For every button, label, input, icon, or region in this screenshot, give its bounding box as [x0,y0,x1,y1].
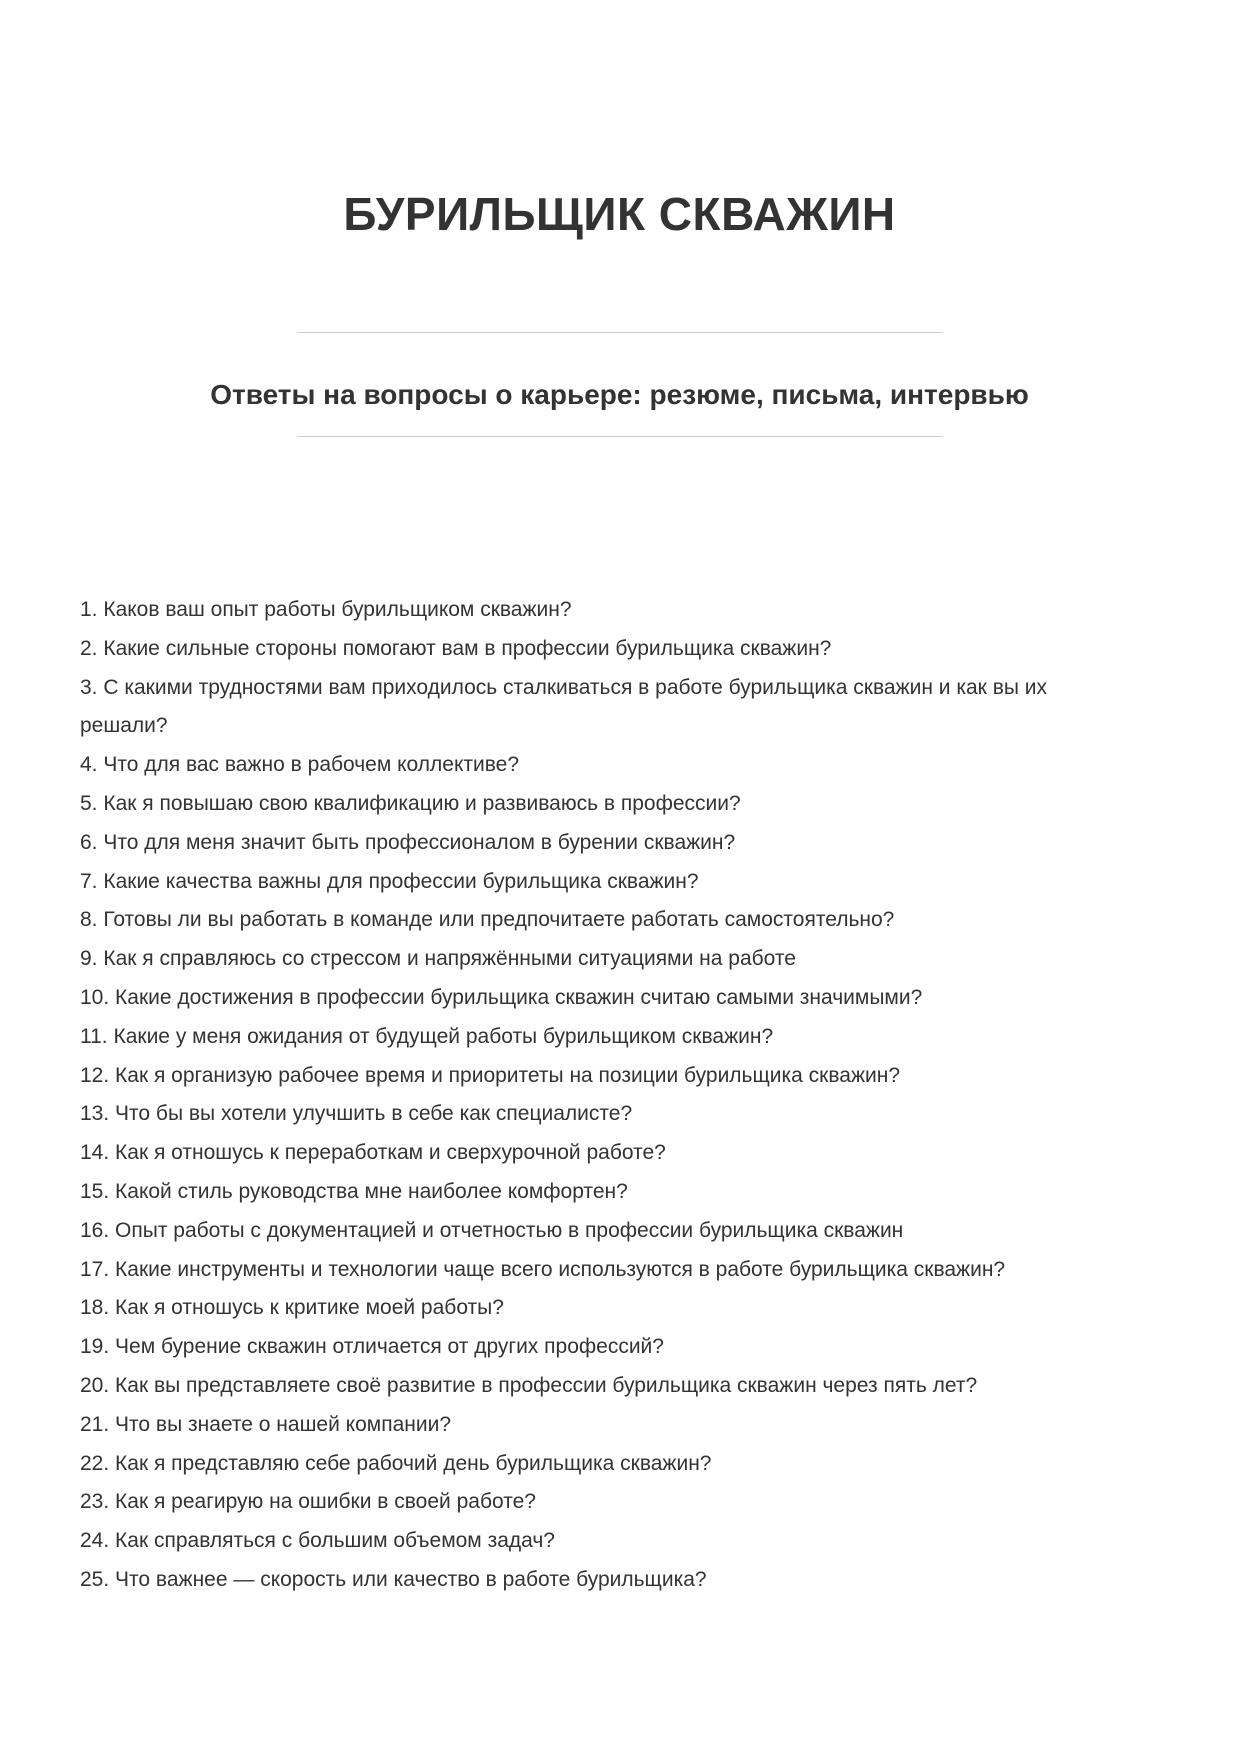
question-item: 7. Какие качества важны для профессии бурильщика скважин? [80,869,699,893]
question-item: 2. Какие сильные стороны помогают вам в профессии бурильщика скважин? [80,636,832,660]
question-item: 16. Опыт работы с документацией и отчетностью в профессии бурильщика скважин [80,1218,904,1242]
question-item: 13. Что бы вы хотели улучшить в себе как специалисте? [80,1102,633,1126]
question-item: 24. Как справляться с большим объемом задач? [80,1529,555,1553]
question-item: 20. Как вы представляете своё развитие в профессии бурильщика скважин через пять лет? [80,1373,978,1397]
question-item: 6. Что для меня значит быть профессионалом в бурении скважин? [80,830,736,854]
page-subtitle: Ответы на вопросы о карьере: резюме, письма, интервью [210,379,1029,410]
question-item: 12. Как я организую рабочее время и приоритеты на позиции бурильщика скважин? [80,1063,901,1087]
question-item: 8. Готовы ли вы работать в команде или предпочитаете работать самостоятельно? [80,908,895,932]
title-divider-bottom [297,436,943,437]
question-item: 10. Какие достижения в профессии бурильщика скважин считаю самыми значимыми? [80,985,923,1009]
question-item: 11. Какие у меня ожидания от будущей работы бурильщиком скважин? [80,1024,774,1048]
question-item: 9. Как я справляюсь со стрессом и напряжёнными ситуациями на работе [80,947,796,971]
question-item: 5. Как я повышаю свою квалификацию и развиваюсь в профессии? [80,791,741,815]
question-item: 21. Что вы знаете о нашей компании? [80,1412,451,1436]
question-item: 1. Каков ваш опыт работы бурильщиком скважин? [80,598,572,621]
question-item: 4. Что для вас важно в рабочем коллективе? [80,753,520,777]
page-title: БУРИЛЬЩИК СКВАЖИН [343,188,896,240]
question-item: 25. Что важнее — скорость или качество в работе бурильщика? [80,1567,707,1591]
question-item: 14. Как я отношусь к переработкам и сверхурочной работе? [80,1141,666,1165]
question-item: 23. Как я реагирую на ошибки в своей работе? [80,1490,536,1514]
question-item: 22. Как я представляю себе рабочий день бурильщика скважин? [80,1451,712,1475]
questions-list [80,591,1159,1600]
question-item: 17. Какие инструменты и технологии чаще всего используются в работе бурильщика скважин? [80,1257,1006,1281]
title-divider-top [297,332,943,333]
question-item: 18. Как я отношусь к критике моей работы? [80,1296,504,1320]
question-item: 19. Чем бурение скважин отличается от других профессий? [80,1335,664,1359]
question-item: 3. С какими трудностями вам приходилось сталкиваться в работе бурильщика скважин и как вы их решали? [80,675,1048,738]
question-item: 15. Какой стиль руководства мне наиболее комфортен? [80,1179,628,1203]
